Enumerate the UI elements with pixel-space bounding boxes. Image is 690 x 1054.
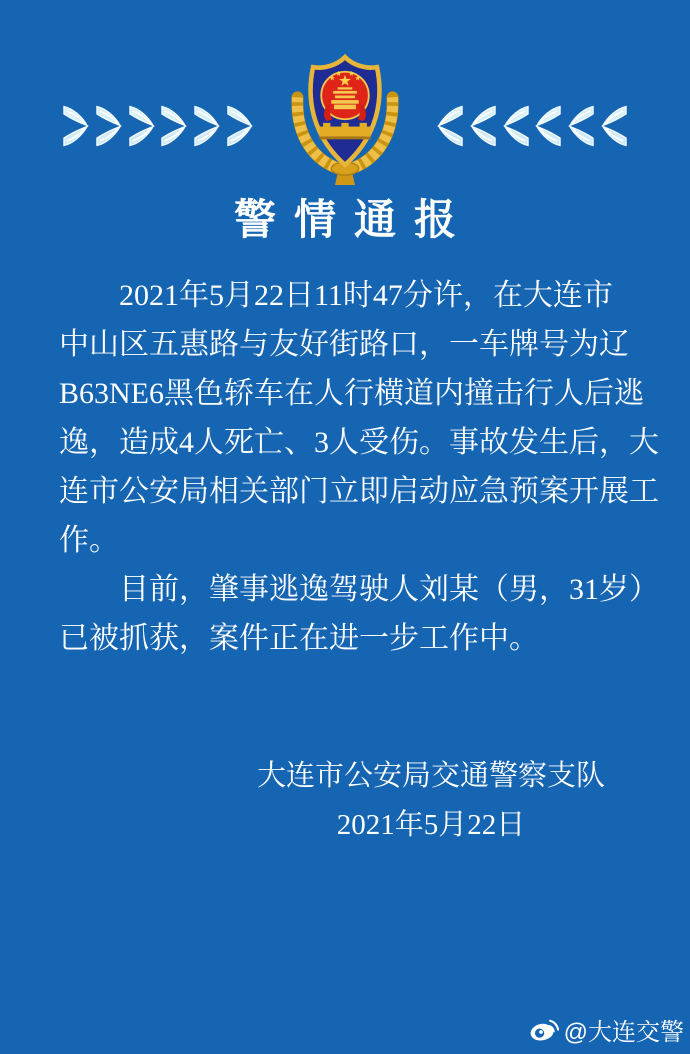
text-line: 目前，肇事逃逸驾驶人刘某（男，31岁）: [119, 573, 659, 606]
notice-paragraph-1: [59, 271, 659, 565]
header-decoration: [0, 0, 690, 195]
text-line: 逸，造成4人死亡、3人受伤。事故发生后，大: [59, 426, 659, 459]
chevron-icon: [568, 104, 594, 148]
chevron-icon: [96, 104, 122, 148]
notice-title: 警情通报: [233, 198, 474, 244]
text-line: 中山区五惠路与友好街路口，一车牌号为辽: [59, 328, 629, 361]
text-line: B63NE6黑色轿车在人行横道内撞击行人后逃: [59, 377, 644, 410]
chevron-icon: [161, 104, 187, 148]
signature-date: 2021年5月22日: [336, 809, 526, 841]
text-line: 作。: [59, 524, 119, 557]
chevron-icon: [437, 104, 463, 148]
chevron-icon: [601, 104, 627, 148]
watermark-handle: @大连交警: [563, 1019, 684, 1046]
left-chevrons-decoration: [63, 104, 253, 148]
chevron-icon: [470, 104, 496, 148]
signature-block: [0, 752, 605, 850]
chevron-icon: [535, 104, 561, 148]
text-line: 已被抓获，案件正在进一步工作中。: [59, 622, 539, 655]
notice-paragraph-2: [59, 565, 659, 663]
signature-org: 大连市公安局交通警察支队: [256, 760, 605, 792]
police-badge-emblem: [281, 48, 409, 185]
chevron-icon: [194, 104, 220, 148]
weibo-icon: [529, 1018, 559, 1042]
chevron-icon: [227, 104, 253, 148]
text-line: 连市公安局相关部门立即启动应急预案开展工: [59, 475, 659, 508]
chevron-icon: [63, 104, 89, 148]
weibo-watermark: [529, 1012, 684, 1047]
chevron-icon: [129, 104, 155, 148]
chevron-icon: [503, 104, 529, 148]
notice-body: [59, 271, 659, 663]
text-line: 2021年5月22日11时47分许，在大连市: [119, 279, 613, 312]
right-chevrons-decoration: [437, 104, 627, 148]
